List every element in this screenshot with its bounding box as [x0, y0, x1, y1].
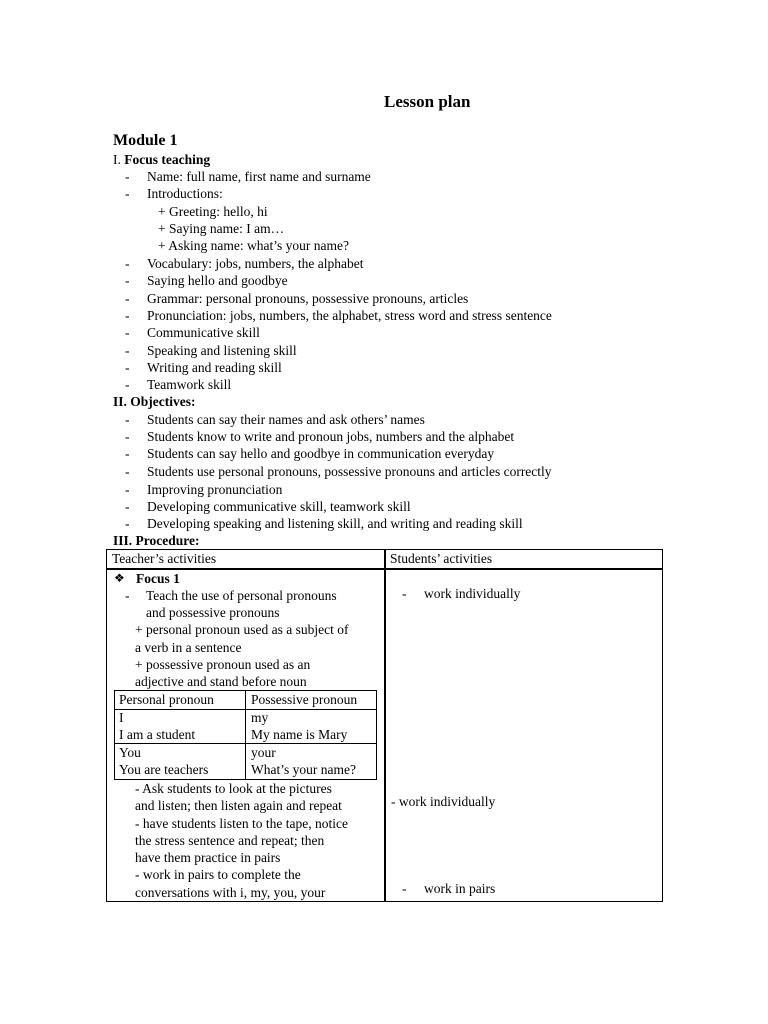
table-column-divider: [384, 549, 386, 902]
bullet-dash: -: [125, 377, 130, 392]
list-item: Name: full name, first name and surname: [147, 169, 371, 184]
bullet-dash: -: [125, 499, 130, 514]
bullet-dash: -: [125, 256, 130, 271]
list-item: Saying hello and goodbye: [147, 273, 288, 288]
bullet-dash: -: [125, 186, 130, 201]
pronoun-cell: What’s your name?: [251, 762, 356, 777]
col-header-students: Students’ activities: [390, 551, 493, 566]
bullet-dash: -: [125, 412, 130, 427]
list-item: Students can say hello and goodbye in communication everyday: [147, 446, 495, 461]
module-heading: Module 1: [113, 132, 178, 149]
step-line: - have students listen to the tape, notice: [135, 816, 348, 831]
pronoun-header-possessive: Possessive pronoun: [251, 692, 358, 707]
bullet-dash: -: [402, 881, 407, 896]
step-line: the stress sentence and repeat; then: [135, 833, 325, 848]
list-item: Introductions:: [147, 186, 223, 201]
pronoun-header-personal: Personal pronoun: [119, 692, 214, 707]
bullet-dash: -: [125, 343, 130, 358]
bullet-dash: -: [125, 429, 130, 444]
note-line: + personal pronoun used as a subject of: [135, 622, 349, 637]
list-item: Grammar: personal pronouns, possessive pronouns, articles: [147, 291, 469, 306]
list-item: Teamwork skill: [147, 377, 232, 392]
section-objectives-heading: II. Objectives:: [113, 394, 196, 409]
pronoun-table-divider: [245, 690, 246, 780]
student-activity: - work individually: [391, 794, 496, 809]
list-item: Developing speaking and listening skill, and writing and reading skill: [147, 516, 523, 531]
bullet-dash: -: [125, 291, 130, 306]
pronoun-cell: I: [119, 710, 124, 725]
bullet-dash: -: [125, 516, 130, 531]
list-item: Pronunciation: jobs, numbers, the alphabet, stress word and stress sentence: [147, 308, 552, 323]
student-activity: work individually: [424, 586, 521, 601]
section-procedure-heading: III. Procedure:: [113, 533, 200, 548]
pronoun-table-divider: [114, 743, 377, 744]
list-item: Developing communicative skill, teamwork skill: [147, 499, 411, 514]
section-focus-teaching-heading: [113, 151, 210, 168]
step-line: - work in pairs to complete the: [135, 867, 301, 882]
teach-line: and possessive pronouns: [146, 605, 280, 620]
pronoun-cell: My name is Mary: [251, 727, 348, 742]
bullet-dash: -: [125, 446, 130, 461]
bullet-dash: -: [125, 169, 130, 184]
bullet-dash: -: [125, 360, 130, 375]
bullet-dash: -: [125, 308, 130, 323]
list-subitem: + Saying name: I am…: [158, 221, 285, 236]
page-title: Lesson plan: [384, 92, 471, 111]
bullet-dash: -: [125, 325, 130, 340]
list-item: Communicative skill: [147, 325, 260, 340]
list-item: Students can say their names and ask others’ names: [147, 412, 425, 427]
section-numeral: I.: [113, 152, 121, 167]
list-item: Improving pronunciation: [147, 482, 283, 497]
table-header-divider: [106, 568, 663, 570]
note-line: a verb in a sentence: [135, 640, 242, 655]
list-item: Speaking and listening skill: [147, 343, 297, 358]
step-line: have them practice in pairs: [135, 850, 281, 865]
col-header-teacher: Teacher’s activities: [112, 551, 217, 566]
section-title: Focus teaching: [124, 152, 211, 167]
list-item: Vocabulary: jobs, numbers, the alphabet: [147, 256, 364, 271]
pronoun-cell: my: [251, 710, 269, 725]
pronoun-table-divider: [114, 709, 377, 710]
bullet-dash: -: [125, 273, 130, 288]
step-line: and listen; then listen again and repeat: [135, 798, 342, 813]
pronoun-cell: your: [251, 745, 276, 760]
step-line: - Ask students to look at the pictures: [135, 781, 332, 796]
list-item: Students know to write and pronoun jobs, numbers and the alphabet: [147, 429, 515, 444]
step-line: conversations with i, my, you, your: [135, 885, 326, 900]
focus-label: Focus 1: [136, 571, 180, 586]
bullet-dash: -: [402, 586, 407, 601]
bullet-dash: -: [125, 482, 130, 497]
teach-line: Teach the use of personal pronouns: [146, 588, 337, 603]
pronoun-cell: I am a student: [119, 727, 196, 742]
note-line: + possessive pronoun used as an: [135, 657, 311, 672]
pronoun-cell: You: [119, 745, 141, 760]
list-subitem: + Greeting: hello, hi: [158, 204, 268, 219]
student-activity: work in pairs: [424, 881, 496, 896]
list-item: Writing and reading skill: [147, 360, 282, 375]
list-item: Students use personal pronouns, possessive pronouns and articles correctly: [147, 464, 552, 479]
bullet-dash: -: [125, 588, 130, 603]
diamond-bullet-icon: ❖: [114, 571, 125, 585]
list-subitem: + Asking name: what’s your name?: [158, 238, 349, 253]
note-line: adjective and stand before noun: [135, 674, 307, 689]
bullet-dash: -: [125, 464, 130, 479]
pronoun-cell: You are teachers: [119, 762, 209, 777]
